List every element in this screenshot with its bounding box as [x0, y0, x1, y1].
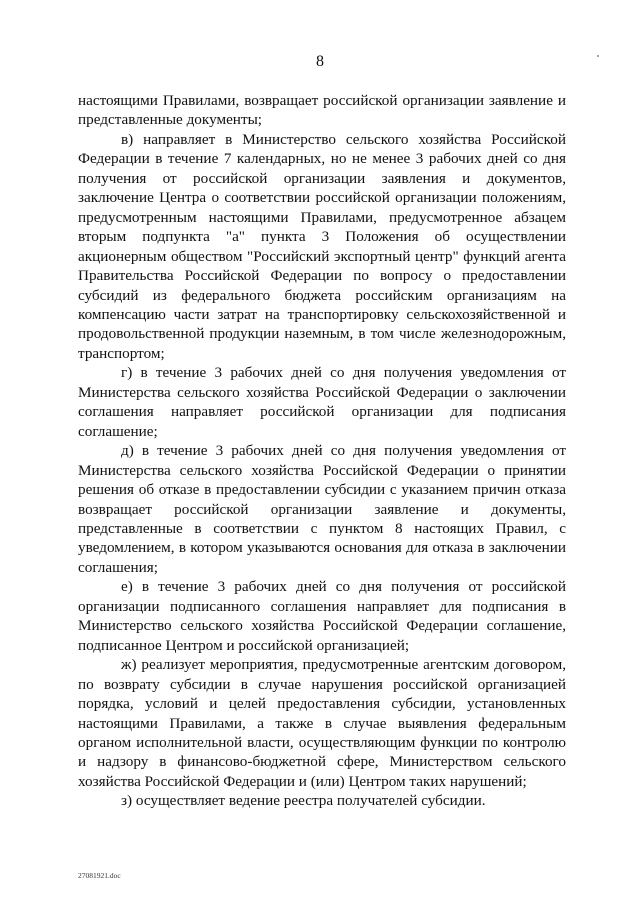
page-number: 8	[316, 53, 324, 70]
paragraph-item-v: в) направляет в Министерство сельского хозяйства Российской Федерации в течение 7 календарных, но не менее 3 рабочих дней со дня получения от российской организации заявления и документов, заключение Центра о соответствии российской организации положениям, предусмотренным настоящими Правилами, предусмотренное абзацем вторым подпункта "а" пункта 3 Положения об осуществлении акционерным обществом "Российский экспортный центр" функций агента Правительства Российской Федерации по вопросу о предоставлении субсидий из федерального бюджета российским организациям на компенсацию части затрат на транспортировку сельскохозяйственной и продовольственной продукции наземным, в том числе железнодорожным, транспортом;	[78, 130, 566, 362]
paragraph-item-d: д) в течение 3 рабочих дней со дня получения уведомления от Министерства сельского хозяйства Российской Федерации о принятии решения об отказе в предоставлении субсидии с указанием причин отказа возвращает российской организации заявление и документы, представленные в соответствии с пунктом 8 настоящих Правил, с уведомлением, в котором указываются основания для отказа в заключении соглашения;	[78, 442, 566, 576]
paragraph-item-z: з) осуществляет ведение реестра получателей субсидии.	[121, 792, 486, 810]
scan-speck	[597, 55, 599, 57]
paragraph-item-zh: ж) реализует мероприятия, предусмотренные агентским договором, по возврату субсидии в случае нарушения российской организацией порядка, условий и целей предоставления субсидии, установленных настоящими Правилами, а также в случае выявления федеральным органом исполнительной власти, осуществляющим функции по контролю и надзору в финансово-бюджетной сфере, Министерством сельского хозяйства Российской Федерации и (или) Центром таких нарушений;	[78, 656, 566, 790]
paragraph-item-e: е) в течение 3 рабочих дней со дня получения от российской организации подписанного соглашения направляет для подписания в Министерство сельского хозяйства Российской Федерации соглашение, подписанное Центром и российской организацией;	[78, 578, 566, 654]
paragraph-item-g: г) в течение 3 рабочих дней со дня получения уведомления от Министерства сельского хозяйства Российской Федерации о заключении соглашения направляет российской организации для подписания соглашение;	[78, 364, 566, 440]
paragraph-continuation: настоящими Правилами, возвращает российской организации заявление и представленные документы;	[78, 92, 566, 129]
document-body	[78, 91, 566, 811]
footer-filename: 27081921.doc	[78, 871, 121, 880]
